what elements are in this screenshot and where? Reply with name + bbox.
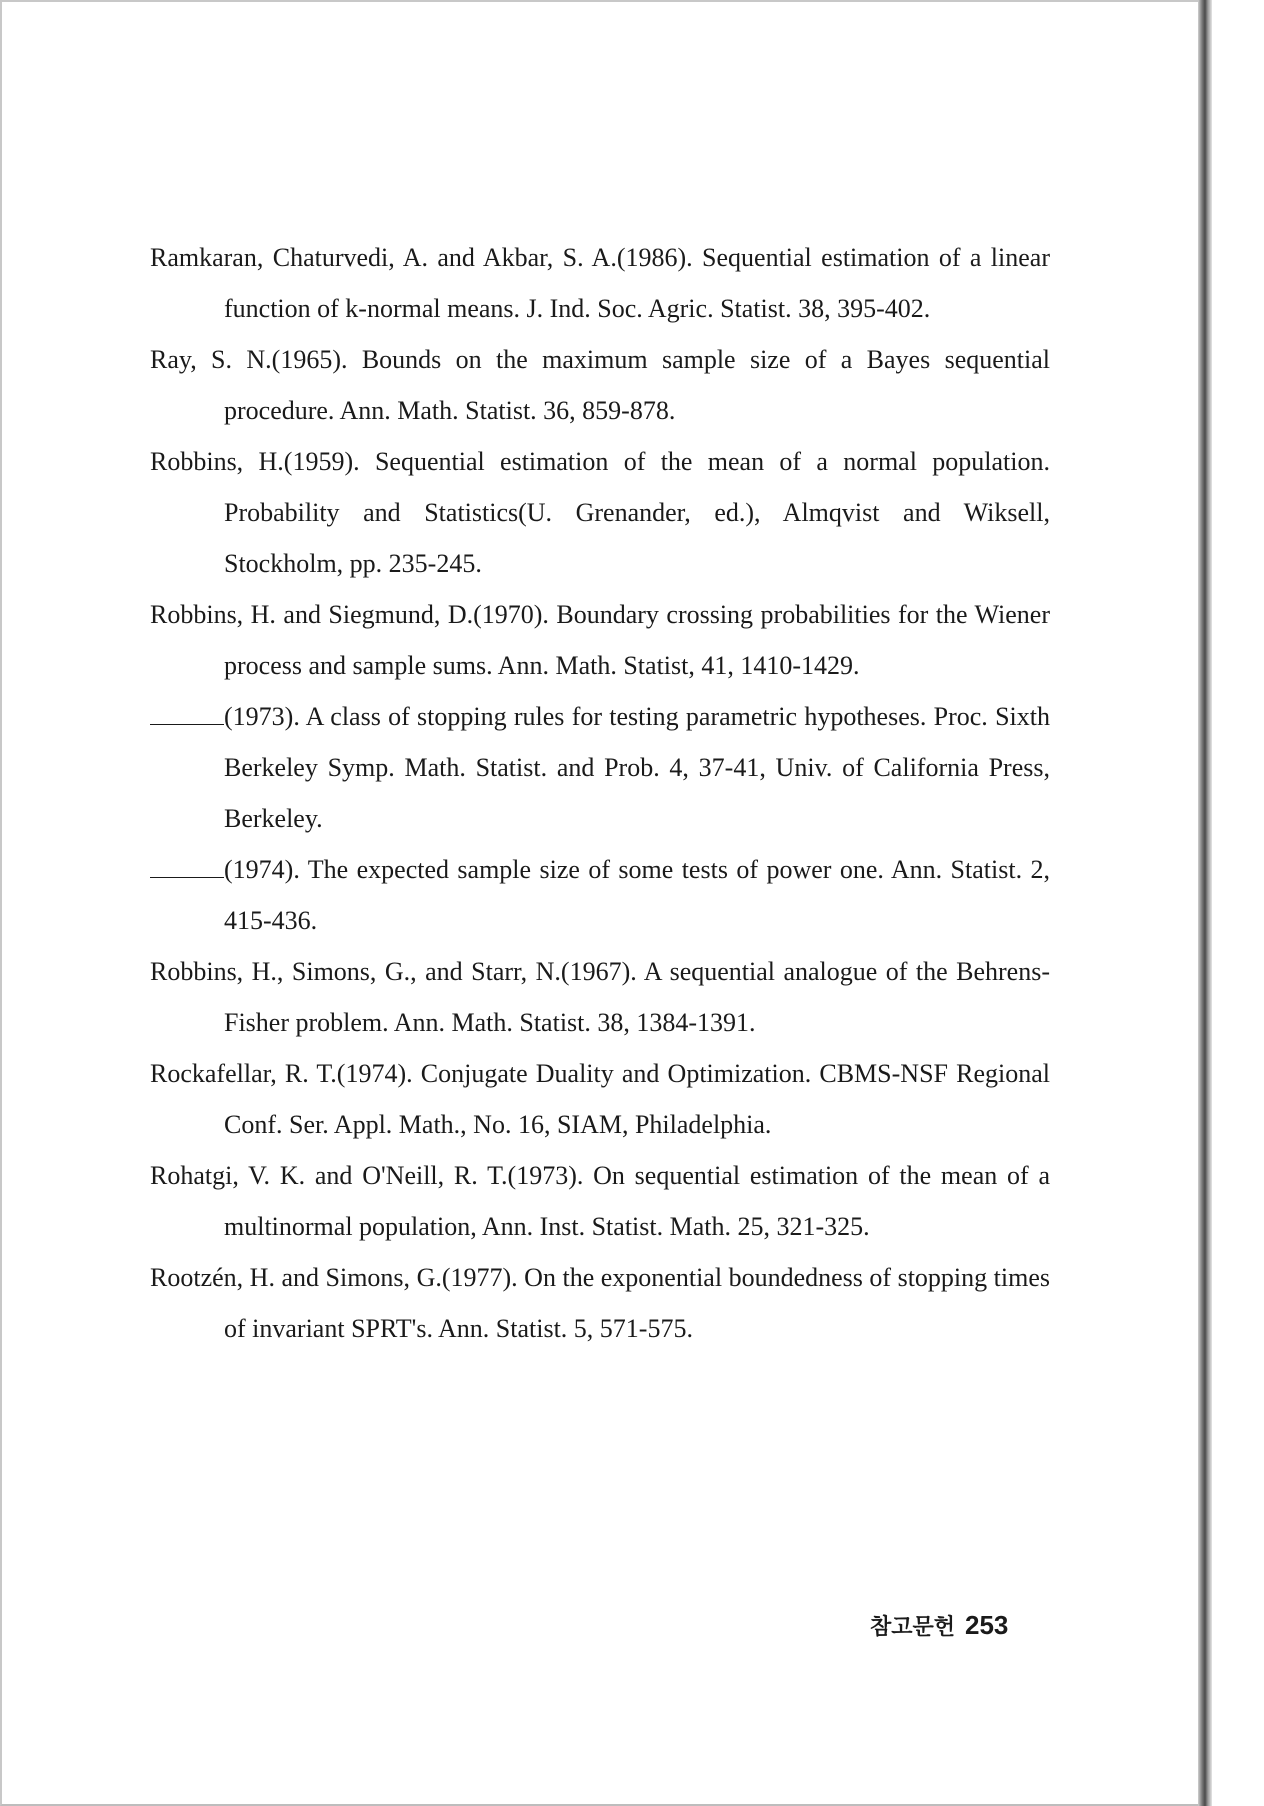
page-edge-shadow — [1198, 0, 1212, 1806]
reference-entry: Ramkaran, Chaturvedi, A. and Akbar, S. A.(1986). Sequential estimation of a linear function of k-normal means. J. Ind. Soc. Agric. Statist. 38, 395-402. — [150, 243, 1050, 323]
page-margin — [1212, 0, 1264, 1806]
page-number: 253 — [965, 1610, 1009, 1640]
reference-list — [150, 232, 1050, 1354]
section-label: 참고문헌 — [870, 1615, 956, 1640]
reference-text: (1973). A class of stopping rules for testing parametric hypotheses. Proc. Sixth Berkeley Symp. Math. Statist. and Prob. 4, 37-41, Univ. of California Press, Berkeley. — [224, 702, 1050, 833]
reference-entry: Ray, S. N.(1965). Bounds on the maximum sample size of a Bayes sequential procedure. Ann. Math. Statist. 36, 859-878. — [150, 345, 1050, 425]
reference-entry: Robbins, H., Simons, G., and Starr, N.(1967). A sequential analogue of the Behrens-Fisher problem. Ann. Math. Statist. 38, 1384-1391. — [150, 957, 1050, 1037]
same-author-dash — [150, 855, 224, 878]
reference-entry: Robbins, H. and Siegmund, D.(1970). Boundary crossing probabilities for the Wiener process and sample sums. Ann. Math. Statist, 41, 1410-1429. — [150, 600, 1050, 680]
reference-text: (1974). The expected sample size of some tests of power one. Ann. Statist. 2, 415-436. — [224, 855, 1050, 935]
same-author-dash — [150, 702, 224, 725]
reference-entry-same-author — [150, 844, 1050, 946]
reference-entry: Rockafellar, R. T.(1974). Conjugate Duality and Optimization. CBMS-NSF Regional Conf. Ser. Appl. Math., No. 16, SIAM, Philadelphia. — [150, 1059, 1050, 1139]
reference-entry-same-author — [150, 691, 1050, 844]
reference-entry: Rohatgi, V. K. and O'Neill, R. T.(1973). On sequential estimation of the mean of a multinormal population, Ann. Inst. Statist. Math. 25, 321-325. — [150, 1161, 1050, 1241]
page-footer — [870, 1610, 1008, 1641]
reference-entry: Robbins, H.(1959). Sequential estimation of the mean of a normal population. Probability and Statistics(U. Grenander, ed.), Almqvist and Wiksell, Stockholm, pp. 235-245. — [150, 447, 1050, 578]
reference-entry: Rootzén, H. and Simons, G.(1977). On the exponential boundedness of stopping times of invariant SPRT's. Ann. Statist. 5, 571-575. — [150, 1263, 1050, 1343]
